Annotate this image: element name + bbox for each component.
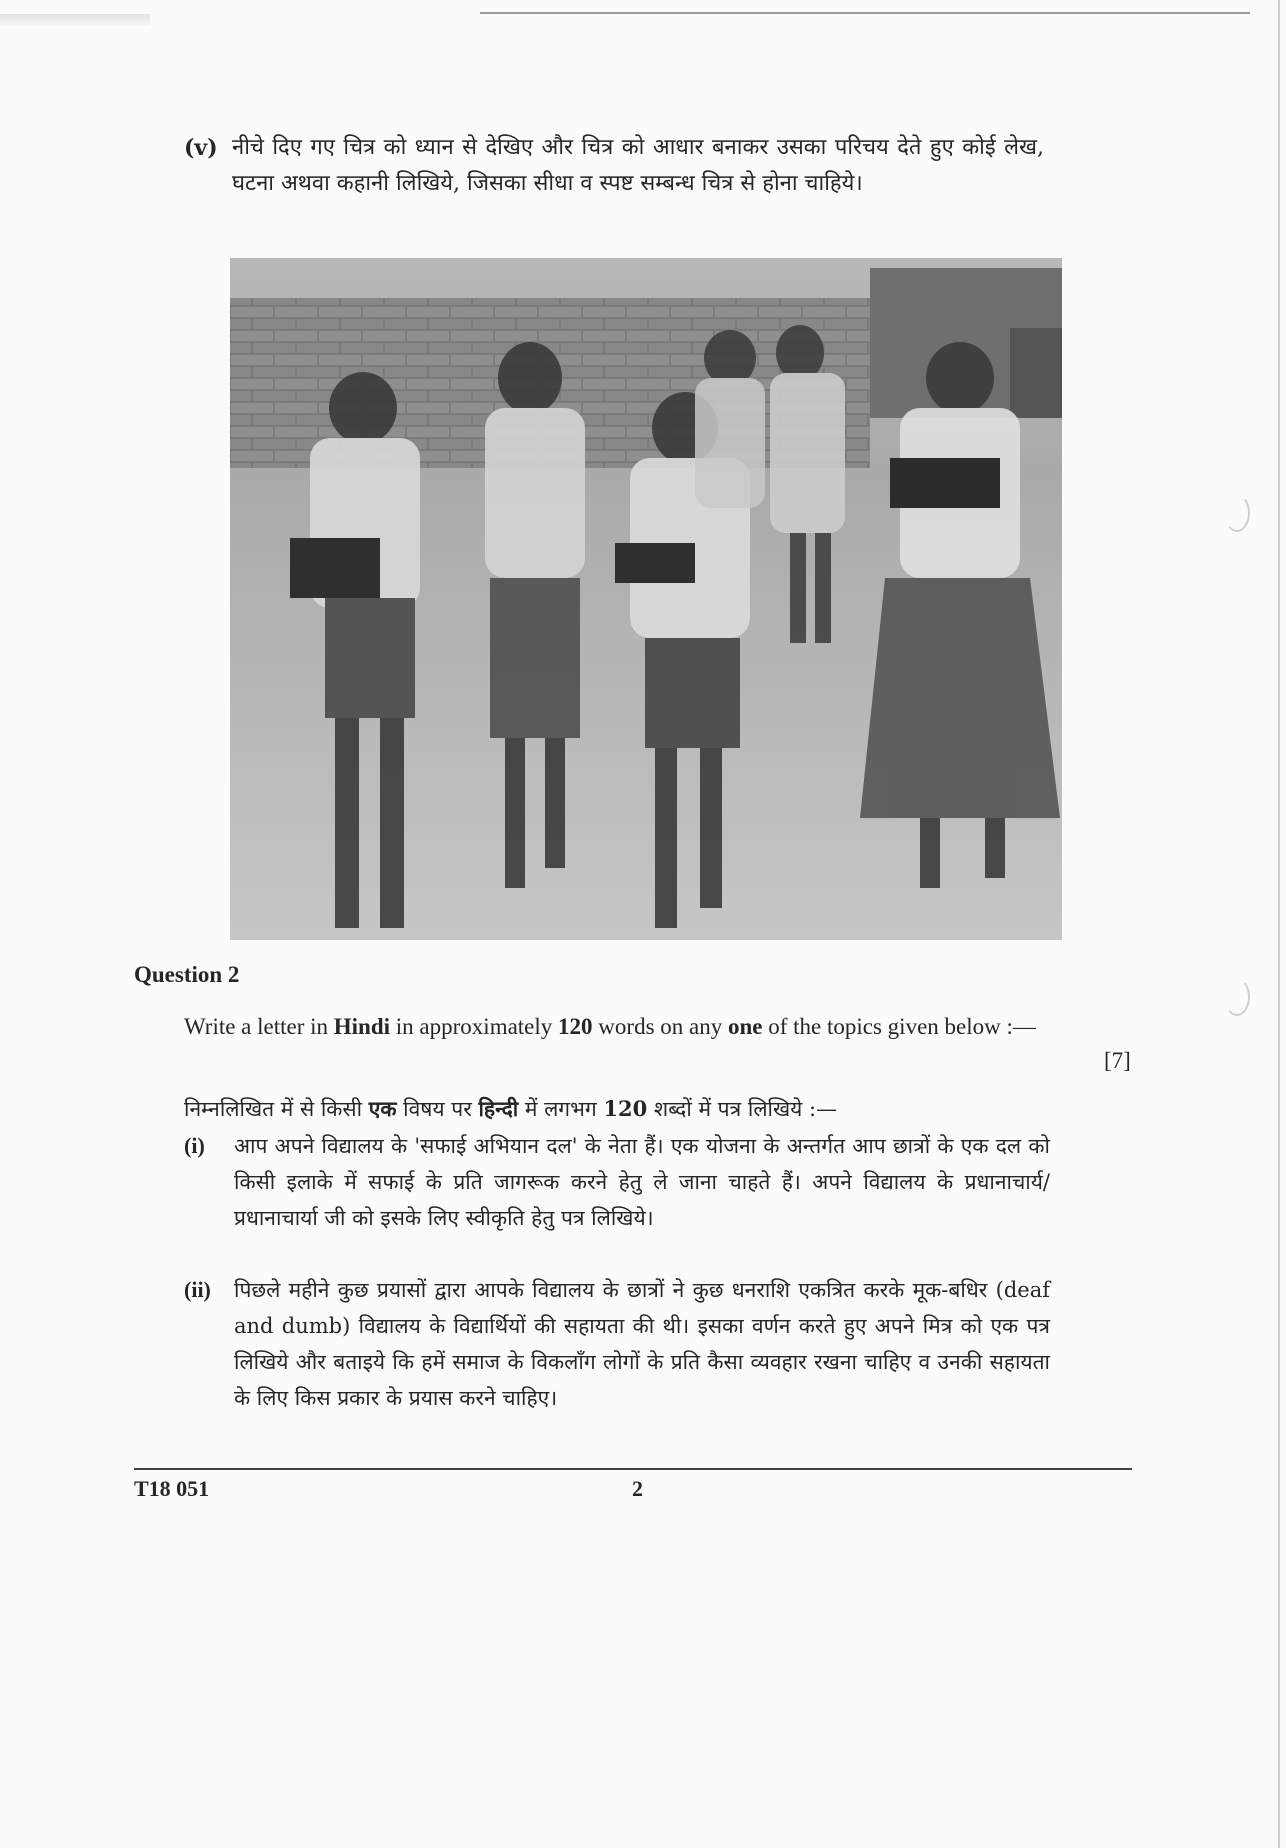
- hindi-instruction: निम्नलिखित में से किसी एक विषय पर हिन्दी में लगभग 120 शब्दों में पत्र लिखिये :—: [184, 1096, 838, 1121]
- topic-item-i: [184, 1128, 1050, 1236]
- question-heading: Question 2: [134, 962, 240, 987]
- punch-hole-mark: [1224, 494, 1250, 532]
- item-text: पिछले महीने कुछ प्रयासों द्वारा आपके विद्यालय के छात्रों ने कुछ धनराशि एकत्रित करके मूक-बधिर (deaf and dumb) विद्यालय के विद्यार्थियों की सहायता की थी। इसका वर्णन करते हुए अपने मित्र को एक पत्र लिखिये और बताइये कि हमें समाज के विकलाँग लोगों के प्रति कैसा व्यवहार रखना चाहिए व उनकी सहायता के लिए किस प्रकार के प्रयास करने चाहिए।: [234, 1278, 1050, 1410]
- item-text: आप अपने विद्यालय के 'सफाई अभियान दल' के नेता हैं। एक योजना के अन्तर्गत आप छात्रों के एक दल को किसी इलाके में सफाई के प्रति जागरूक करने हेतु ले जाना चाहते हैं। अपने विद्यालय के प्रधानाचार्य/प्रधानाचार्या जी को इसके लिए स्वीकृति हेतु पत्र लिखिये।: [234, 1134, 1050, 1230]
- footer-rule: [134, 1468, 1132, 1470]
- page-number: 2: [632, 1476, 643, 1501]
- top-rule: [480, 12, 1250, 14]
- item-text: नीचे दिए गए चित्र को ध्यान से देखिए और चित्र को आधार बनाकर उसका परिचय देते हुए कोई लेख, घटना अथवा कहानी लिखिये, जिसका सीधा व स्पष्ट सम्बन्ध चित्र से होना चाहिये।: [232, 135, 1044, 196]
- item-number: (i): [184, 1133, 205, 1158]
- photo-illustration: [230, 258, 1062, 940]
- item-number: (v): [184, 135, 218, 161]
- students-walking-photo: [230, 258, 1062, 940]
- topic-item-ii: [184, 1272, 1050, 1416]
- page-edge: [1278, 0, 1280, 1848]
- scan-smudge: [0, 14, 150, 26]
- english-instruction: Write a letter in Hindi in approximately 120 words on any one of the topics given below :—: [184, 1014, 1036, 1039]
- marks-label: [7]: [1104, 1048, 1131, 1073]
- item-number: (ii): [184, 1277, 211, 1302]
- punch-hole-mark: [1224, 978, 1250, 1016]
- question-item-v: [184, 130, 1044, 202]
- paper-code: T18 051: [134, 1476, 210, 1501]
